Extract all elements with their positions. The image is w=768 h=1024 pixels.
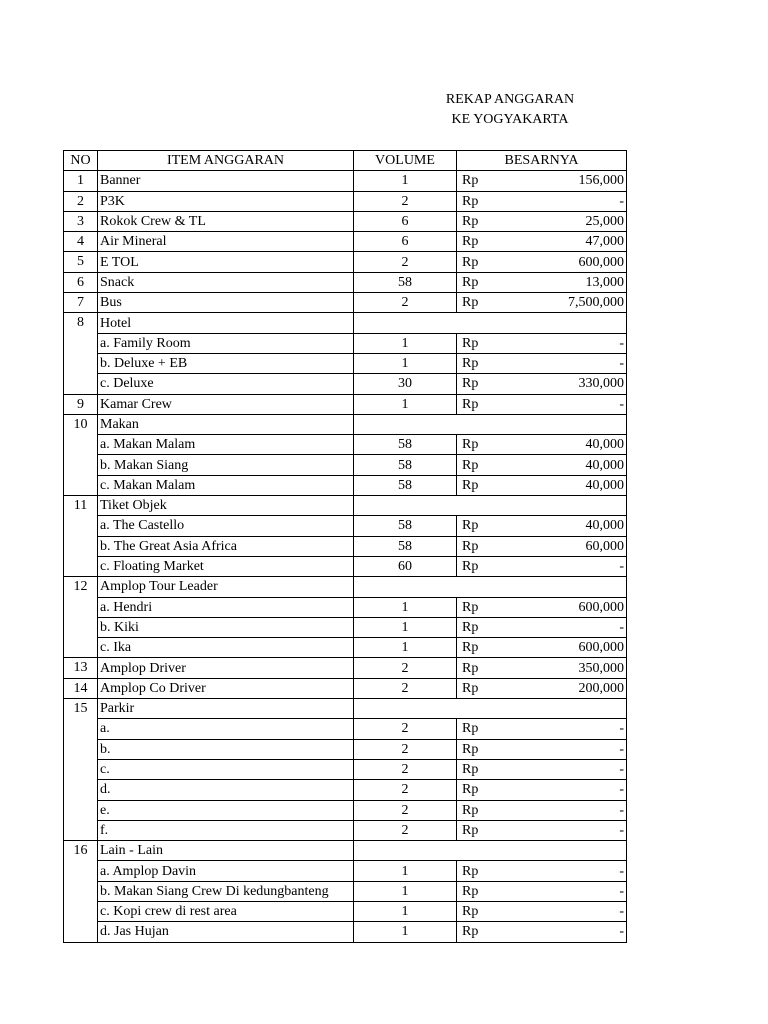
row-number: 12 bbox=[64, 577, 98, 658]
sub-item-name: b. Deluxe + EB bbox=[98, 353, 354, 373]
currency-label: Rp bbox=[457, 374, 507, 394]
table-sub-row bbox=[64, 597, 627, 617]
item-amount: 200,000 bbox=[507, 678, 627, 698]
empty-group-cell bbox=[354, 414, 627, 434]
empty-group-cell bbox=[354, 496, 627, 516]
sub-item-amount: - bbox=[507, 759, 627, 779]
table-sub-row bbox=[64, 516, 627, 536]
table-row bbox=[64, 658, 627, 678]
currency-label: Rp bbox=[457, 455, 507, 475]
sub-item-name: c. Kopi crew di rest area bbox=[98, 901, 354, 921]
sub-item-volume: 1 bbox=[354, 861, 457, 881]
item-amount: - bbox=[507, 191, 627, 211]
currency-label: Rp bbox=[457, 719, 507, 739]
table-sub-row bbox=[64, 922, 627, 942]
item-amount: 156,000 bbox=[507, 171, 627, 191]
sub-item-name: b. The Great Asia Africa bbox=[98, 536, 354, 556]
report-title: REKAP ANGGARAN bbox=[445, 92, 575, 107]
table-sub-row bbox=[64, 800, 627, 820]
sub-item-volume: 1 bbox=[354, 638, 457, 658]
currency-label: Rp bbox=[457, 820, 507, 840]
table-sub-row bbox=[64, 617, 627, 637]
sub-item-amount: - bbox=[507, 719, 627, 739]
table-row bbox=[64, 232, 627, 252]
currency-label: Rp bbox=[457, 597, 507, 617]
sub-item-name: d. bbox=[98, 780, 354, 800]
item-name: Parkir bbox=[98, 699, 354, 719]
table-row bbox=[64, 678, 627, 698]
item-name: Hotel bbox=[98, 313, 354, 333]
currency-label: Rp bbox=[457, 759, 507, 779]
table-row bbox=[64, 577, 627, 597]
item-volume: 58 bbox=[354, 272, 457, 292]
table-sub-row bbox=[64, 861, 627, 881]
currency-label: Rp bbox=[457, 861, 507, 881]
table-row bbox=[64, 841, 627, 861]
row-number: 6 bbox=[64, 272, 98, 292]
sub-item-name: b. Makan Siang Crew Di kedungbanteng bbox=[98, 881, 354, 901]
sub-item-volume: 1 bbox=[354, 353, 457, 373]
item-amount: - bbox=[507, 394, 627, 414]
row-number: 10 bbox=[64, 414, 98, 495]
sub-item-amount: 600,000 bbox=[507, 597, 627, 617]
sub-item-amount: - bbox=[507, 353, 627, 373]
currency-label: Rp bbox=[457, 293, 507, 313]
item-volume: 6 bbox=[354, 232, 457, 252]
item-volume: 2 bbox=[354, 191, 457, 211]
sub-item-volume: 1 bbox=[354, 333, 457, 353]
sub-item-amount: - bbox=[507, 739, 627, 759]
sub-item-amount: - bbox=[507, 556, 627, 576]
item-name: Air Mineral bbox=[98, 232, 354, 252]
budget-table bbox=[63, 150, 627, 943]
sub-item-amount: 40,000 bbox=[507, 516, 627, 536]
sub-item-amount: 600,000 bbox=[507, 638, 627, 658]
sub-item-volume: 2 bbox=[354, 800, 457, 820]
table-sub-row bbox=[64, 780, 627, 800]
sub-item-amount: - bbox=[507, 780, 627, 800]
currency-label: Rp bbox=[457, 475, 507, 495]
table-row bbox=[64, 313, 627, 333]
sub-item-amount: - bbox=[507, 820, 627, 840]
sub-item-name: e. bbox=[98, 800, 354, 820]
empty-group-cell bbox=[354, 699, 627, 719]
table-body bbox=[64, 171, 627, 942]
currency-label: Rp bbox=[457, 800, 507, 820]
item-amount: 13,000 bbox=[507, 272, 627, 292]
sub-item-name: b. Kiki bbox=[98, 617, 354, 637]
table-row bbox=[64, 699, 627, 719]
header-no: NO bbox=[64, 151, 98, 171]
table-sub-row bbox=[64, 556, 627, 576]
item-name: Lain - Lain bbox=[98, 841, 354, 861]
sub-item-name: a. Amplop Davin bbox=[98, 861, 354, 881]
currency-label: Rp bbox=[457, 678, 507, 698]
sub-item-amount: 40,000 bbox=[507, 435, 627, 455]
row-number: 5 bbox=[64, 252, 98, 272]
item-amount: 350,000 bbox=[507, 658, 627, 678]
currency-label: Rp bbox=[457, 211, 507, 231]
sub-item-volume: 1 bbox=[354, 901, 457, 921]
item-name: Snack bbox=[98, 272, 354, 292]
currency-label: Rp bbox=[457, 333, 507, 353]
currency-label: Rp bbox=[457, 881, 507, 901]
table-sub-row bbox=[64, 455, 627, 475]
currency-label: Rp bbox=[457, 617, 507, 637]
currency-label: Rp bbox=[457, 353, 507, 373]
sub-item-amount: - bbox=[507, 617, 627, 637]
sub-item-amount: 330,000 bbox=[507, 374, 627, 394]
table-sub-row bbox=[64, 353, 627, 373]
sub-item-volume: 1 bbox=[354, 597, 457, 617]
table-sub-row bbox=[64, 435, 627, 455]
sub-item-volume: 1 bbox=[354, 881, 457, 901]
table-sub-row bbox=[64, 739, 627, 759]
item-volume: 1 bbox=[354, 171, 457, 191]
sub-item-volume: 30 bbox=[354, 374, 457, 394]
sub-item-name: c. Makan Malam bbox=[98, 475, 354, 495]
sub-item-name: d. Jas Hujan bbox=[98, 922, 354, 942]
table-sub-row bbox=[64, 820, 627, 840]
item-name: Amplop Driver bbox=[98, 658, 354, 678]
empty-group-cell bbox=[354, 841, 627, 861]
empty-group-cell bbox=[354, 313, 627, 333]
item-name: Makan bbox=[98, 414, 354, 434]
currency-label: Rp bbox=[457, 658, 507, 678]
sub-item-amount: - bbox=[507, 881, 627, 901]
sub-item-volume: 58 bbox=[354, 516, 457, 536]
currency-label: Rp bbox=[457, 252, 507, 272]
item-name: Banner bbox=[98, 171, 354, 191]
table-sub-row bbox=[64, 638, 627, 658]
sub-item-amount: - bbox=[507, 333, 627, 353]
currency-label: Rp bbox=[457, 272, 507, 292]
sub-item-volume: 2 bbox=[354, 739, 457, 759]
sub-item-volume: 2 bbox=[354, 719, 457, 739]
row-number: 11 bbox=[64, 496, 98, 577]
item-name: Rokok Crew & TL bbox=[98, 211, 354, 231]
sub-item-amount: - bbox=[507, 901, 627, 921]
sub-item-amount: 60,000 bbox=[507, 536, 627, 556]
table-sub-row bbox=[64, 536, 627, 556]
row-number: 14 bbox=[64, 678, 98, 698]
sub-item-amount: 40,000 bbox=[507, 455, 627, 475]
item-amount: 600,000 bbox=[507, 252, 627, 272]
item-amount: 47,000 bbox=[507, 232, 627, 252]
currency-label: Rp bbox=[457, 556, 507, 576]
item-name: Bus bbox=[98, 293, 354, 313]
table-sub-row bbox=[64, 333, 627, 353]
row-number: 2 bbox=[64, 191, 98, 211]
sub-item-name: c. Deluxe bbox=[98, 374, 354, 394]
sub-item-name: a. bbox=[98, 719, 354, 739]
item-volume: 6 bbox=[354, 211, 457, 231]
item-name: Amplop Co Driver bbox=[98, 678, 354, 698]
sub-item-name: b. bbox=[98, 739, 354, 759]
header-item: ITEM ANGGARAN bbox=[98, 151, 354, 171]
item-name: E TOL bbox=[98, 252, 354, 272]
row-number: 15 bbox=[64, 699, 98, 841]
table-row bbox=[64, 272, 627, 292]
sub-item-name: a. Family Room bbox=[98, 333, 354, 353]
table-sub-row bbox=[64, 719, 627, 739]
currency-label: Rp bbox=[457, 901, 507, 921]
sub-item-volume: 58 bbox=[354, 435, 457, 455]
sub-item-amount: - bbox=[507, 922, 627, 942]
row-number: 4 bbox=[64, 232, 98, 252]
row-number: 8 bbox=[64, 313, 98, 394]
table-row bbox=[64, 414, 627, 434]
sub-item-amount: - bbox=[507, 861, 627, 881]
currency-label: Rp bbox=[457, 780, 507, 800]
row-number: 3 bbox=[64, 211, 98, 231]
table-row bbox=[64, 171, 627, 191]
sub-item-name: c. bbox=[98, 759, 354, 779]
table-row bbox=[64, 191, 627, 211]
row-number: 9 bbox=[64, 394, 98, 414]
sub-item-name: c. Ika bbox=[98, 638, 354, 658]
table-header-row bbox=[64, 151, 627, 171]
sub-item-name: f. bbox=[98, 820, 354, 840]
item-name: Tiket Objek bbox=[98, 496, 354, 516]
row-number: 1 bbox=[64, 171, 98, 191]
sub-item-volume: 58 bbox=[354, 536, 457, 556]
item-volume: 2 bbox=[354, 678, 457, 698]
table-row bbox=[64, 394, 627, 414]
row-number: 16 bbox=[64, 841, 98, 942]
report-subtitle: KE YOGYAKARTA bbox=[451, 112, 569, 127]
item-name: Kamar Crew bbox=[98, 394, 354, 414]
currency-label: Rp bbox=[457, 394, 507, 414]
sub-item-name: a. Hendri bbox=[98, 597, 354, 617]
sub-item-volume: 1 bbox=[354, 922, 457, 942]
table-row bbox=[64, 293, 627, 313]
sub-item-name: c. Floating Market bbox=[98, 556, 354, 576]
item-volume: 1 bbox=[354, 394, 457, 414]
table-sub-row bbox=[64, 759, 627, 779]
currency-label: Rp bbox=[457, 435, 507, 455]
table-row bbox=[64, 211, 627, 231]
table-sub-row bbox=[64, 475, 627, 495]
table-row bbox=[64, 252, 627, 272]
item-amount: 25,000 bbox=[507, 211, 627, 231]
item-amount: 7,500,000 bbox=[507, 293, 627, 313]
sub-item-volume: 60 bbox=[354, 556, 457, 576]
sub-item-name: b. Makan Siang bbox=[98, 455, 354, 475]
item-volume: 2 bbox=[354, 293, 457, 313]
sub-item-volume: 2 bbox=[354, 759, 457, 779]
currency-label: Rp bbox=[457, 536, 507, 556]
header-amount: BESARNYA bbox=[457, 151, 627, 171]
sub-item-volume: 58 bbox=[354, 475, 457, 495]
currency-label: Rp bbox=[457, 171, 507, 191]
row-number: 13 bbox=[64, 658, 98, 678]
sub-item-amount: - bbox=[507, 800, 627, 820]
sub-item-name: a. Makan Malam bbox=[98, 435, 354, 455]
sub-item-volume: 2 bbox=[354, 820, 457, 840]
currency-label: Rp bbox=[457, 191, 507, 211]
row-number: 7 bbox=[64, 293, 98, 313]
table-row bbox=[64, 496, 627, 516]
currency-label: Rp bbox=[457, 739, 507, 759]
item-name: Amplop Tour Leader bbox=[98, 577, 354, 597]
sub-item-amount: 40,000 bbox=[507, 475, 627, 495]
header-volume: VOLUME bbox=[354, 151, 457, 171]
sub-item-volume: 2 bbox=[354, 780, 457, 800]
sub-item-volume: 58 bbox=[354, 455, 457, 475]
table-sub-row bbox=[64, 374, 627, 394]
item-volume: 2 bbox=[354, 658, 457, 678]
table-sub-row bbox=[64, 881, 627, 901]
currency-label: Rp bbox=[457, 232, 507, 252]
sub-item-name: a. The Castello bbox=[98, 516, 354, 536]
currency-label: Rp bbox=[457, 516, 507, 536]
sub-item-volume: 1 bbox=[354, 617, 457, 637]
currency-label: Rp bbox=[457, 638, 507, 658]
table-sub-row bbox=[64, 901, 627, 921]
currency-label: Rp bbox=[457, 922, 507, 942]
item-name: P3K bbox=[98, 191, 354, 211]
item-volume: 2 bbox=[354, 252, 457, 272]
empty-group-cell bbox=[354, 577, 627, 597]
